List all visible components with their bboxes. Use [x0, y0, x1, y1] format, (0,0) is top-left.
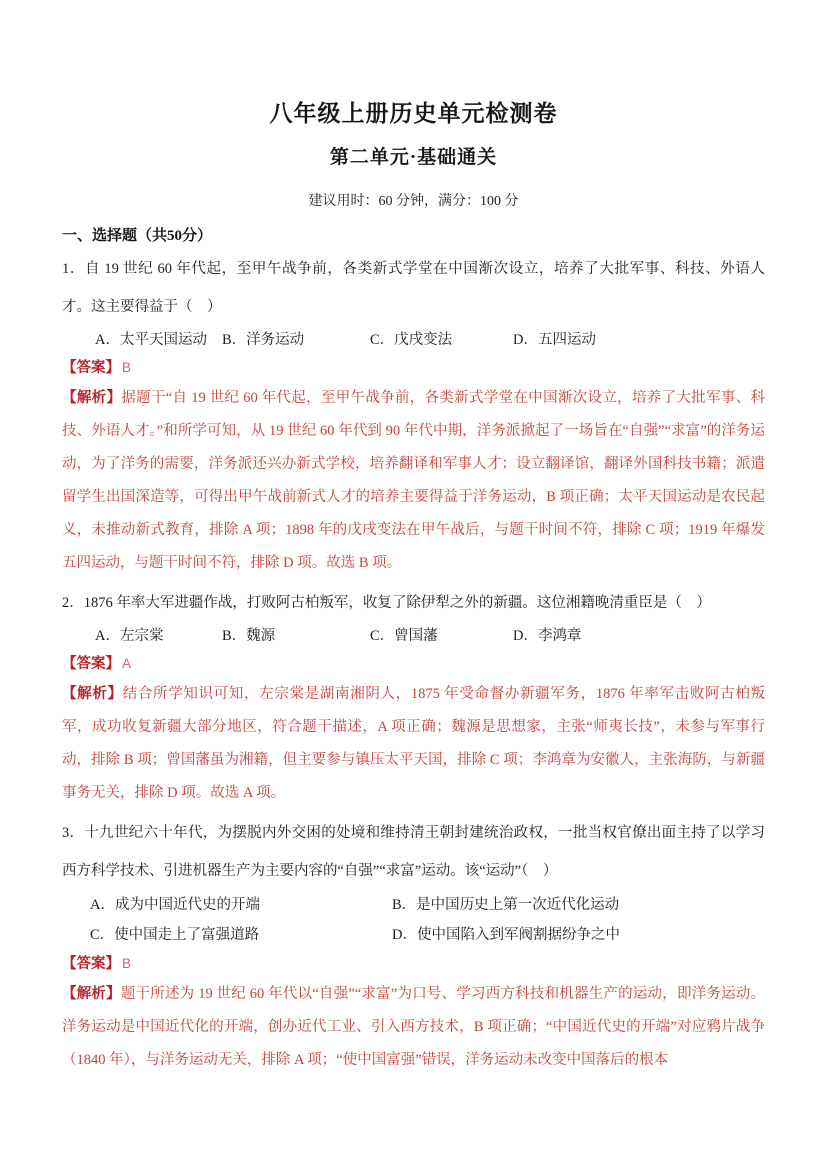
question-1-analysis-text: 据题干“自 19 世纪 60 年代起，至甲午战争前，各类新式学堂在中国渐次设立，培养了大批军事、科技、外语人才。”和所学可知，从 19 世纪 60 年代到 90 年代中期，洋务派掀起了一场旨在“自强”“求富”的洋务运动，为了洋务的需要，洋务派还兴办新式学校，培养翻译和军事人才；设立翻译馆，翻译外国科技书籍；派遣留学生出国深造等，可得出甲午战前新式人才的培养主要得益于洋务运动，B 项正确；太平天国运动是农民起义，未推动新式教育，排除 A 项；1898 年的戊戌变法在甲午战后，与题干时间不符，排除 C 项；1919 年爆发五四运动，与题干时间不符，排除 D 项。故选 B 项。 [62, 390, 766, 571]
question-3-option-c: C．使中国走上了富强道路 [90, 927, 260, 943]
question-2-option-c: C．曾国藩 [370, 628, 438, 644]
question-3-analysis [62, 978, 765, 1077]
answer-label: 【答案】 [62, 656, 120, 672]
question-3-stem: 3．十九世纪六十年代，为摆脱内外交困的处境和维持清王朝封建统治政权，一批当权官僚出面主持了以学习西方科学技术、引进机器生产为主要内容的“自强”“求富”运动。该“运动”（ ） [62, 825, 765, 879]
question-2-analysis [62, 678, 765, 810]
question-1-answer-line [62, 354, 765, 382]
page-subtitle: 第二单元·基础通关 [329, 147, 498, 168]
analysis-label: 【解析】 [62, 686, 123, 702]
page-title: 八年级上册历史单元检测卷 [269, 101, 558, 126]
question-2-option-b: B．魏源 [222, 628, 276, 644]
question-1 [62, 250, 765, 580]
question-2-stem: 2．1876 年率大军进疆作战，打败阿古柏叛军，收复了除伊犁之外的新疆。这位湘籍晚清重臣是（ ） [62, 595, 711, 611]
question-3-option-a: A．成为中国近代史的开端 [90, 897, 260, 913]
question-1-answer-value: B [122, 360, 132, 375]
analysis-label: 【解析】 [62, 986, 121, 1002]
question-1-stem: 1．自 19 世纪 60 年代起，至甲午战争前，各类新式学堂在中国渐次设立，培养了大批军事、科技、外语人才。这主要得益于（ ） [62, 261, 765, 315]
question-2-answer-value: A [122, 656, 132, 671]
question-2-option-a: A．左宗棠 [95, 628, 164, 644]
question-1-analysis [62, 382, 765, 580]
question-1-option-b: B．洋务运动 [222, 332, 305, 348]
question-3-option-b: B．是中国历史上第一次近代化运动 [392, 897, 620, 913]
section-heading: 一、选择题（共50分） [62, 228, 213, 244]
question-3-options [62, 890, 765, 950]
question-2-option-d: D．李鸿章 [513, 628, 582, 644]
question-2-options [62, 622, 765, 650]
exam-meta-line: 建议用时：60 分钟，满分：100 分 [308, 194, 519, 209]
analysis-label: 【解析】 [62, 390, 122, 406]
question-3 [62, 814, 765, 1077]
question-2 [62, 584, 765, 810]
question-1-option-c: C．戊戌变法 [370, 332, 453, 348]
question-3-answer-value: B [122, 956, 132, 971]
question-1-option-a: A．太平天国运动 [95, 332, 207, 348]
question-1-options [62, 326, 765, 354]
question-3-answer-line [62, 950, 765, 978]
question-3-analysis-text: 题干所述为 19 世纪 60 年代以“自强”“求富”为口号、学习西方科技和机器生产的运动，即洋务运动。洋务运动是中国近代化的开端，创办近代工业、引入西方技术，B 项正确；“中国近代史的开端”对应鸦片战争（1840 年），与洋务运动无关，排除 A 项；“使中国富强”错误，洋务运动未改变中国落后的根本 [62, 986, 765, 1068]
question-2-answer-line [62, 650, 765, 678]
question-2-analysis-text: 结合所学知识可知，左宗棠是湖南湘阴人，1875 年受命督办新疆军务，1876 年率军击败阿古柏叛军，成功收复新疆大部分地区，符合题干描述，A 项正确；魏源是思想家，主张“师夷长技”，未参与军事行动，排除 B 项；曾国藩虽为湘籍，但主要参与镇压太平天国，排除 C 项；李鸿章为安徽人，主张海防，与新疆事务无关，排除 D 项。故选 A 项。 [62, 686, 766, 801]
question-1-option-d: D．五四运动 [513, 332, 596, 348]
answer-label: 【答案】 [62, 360, 120, 376]
answer-label: 【答案】 [62, 956, 120, 972]
question-3-option-d: D．使中国陷入到军阀割据纷争之中 [392, 927, 620, 943]
